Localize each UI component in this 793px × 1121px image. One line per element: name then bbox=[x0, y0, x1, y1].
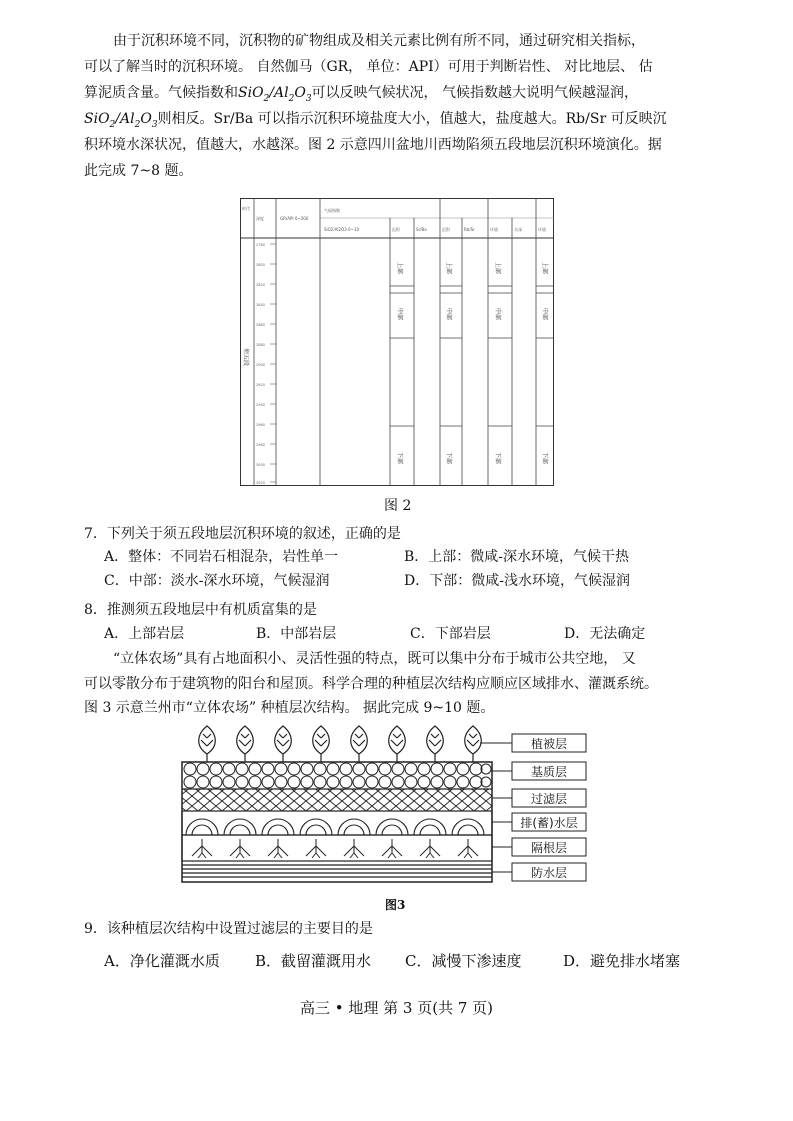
svg-text:深度: 深度 bbox=[256, 216, 264, 221]
part-label-lower-2: 下部 bbox=[445, 452, 452, 465]
svg-text:2800: 2800 bbox=[256, 263, 265, 267]
passage1-line2: 可以了解当时的沉积环境。 自然伽马（GR， 单位：API）可用于判断岩性、 对比地层、 估 bbox=[84, 59, 653, 75]
svg-text:水深: 水深 bbox=[514, 227, 522, 232]
svg-text:2920: 2920 bbox=[256, 383, 265, 387]
svg-text:环境: 环境 bbox=[538, 227, 546, 232]
formula-sio2-al2o3: $SiO_2/Al_2O_3$ bbox=[238, 85, 312, 104]
figure2-part-labels bbox=[396, 262, 549, 464]
layer-label-waterproof: 防水层 bbox=[530, 866, 568, 880]
part-label-upper-3: 上部 bbox=[494, 262, 501, 275]
q9-stem: 9．该种植层次结构中设置过滤层的主要目的是 bbox=[84, 921, 373, 937]
q8-option-c: C．下部岩层 bbox=[410, 626, 491, 642]
svg-text:2780: 2780 bbox=[256, 243, 265, 247]
part-label-middle-1: 中部 bbox=[396, 308, 403, 321]
passage2-line1: “立体农场”具有占地面积小、灵活性强的特点，既可以集中分布于城市公共空地， 又 bbox=[113, 651, 636, 667]
passage1-line1: 由于沉积环境不同，沉积物的矿物组成及相关元素比例有所不同，通过研究相关指标， bbox=[113, 33, 645, 49]
svg-text:3000: 3000 bbox=[256, 463, 265, 467]
passage1-line3: 算泥质含量。气候指数和$SiO_2/Al_2O_3$可以反映气候状况， 气候指数越大说明气候越湿润， bbox=[84, 85, 638, 104]
part-label-lower-1: 下部 bbox=[396, 452, 403, 465]
svg-text:时代: 时代 bbox=[242, 206, 250, 211]
svg-text:气候指数: 气候指数 bbox=[324, 208, 340, 213]
q7-option-b: B．上部：微咸-深水环境，气候干热 bbox=[404, 549, 630, 565]
svg-text:2980: 2980 bbox=[256, 443, 265, 447]
page-footer: 高三 • 地理 第 3 页(共 7 页) bbox=[299, 999, 494, 1017]
svg-text:2840: 2840 bbox=[256, 303, 265, 307]
part-label-middle-4: 中部 bbox=[541, 308, 548, 321]
part-label-middle-3: 中部 bbox=[494, 308, 501, 321]
part-label-upper-2: 上部 bbox=[445, 262, 452, 275]
formula-sio2-al2o3-2: $SiO_2/Al_2O_3$ bbox=[84, 111, 158, 130]
part-label-lower-4: 下部 bbox=[541, 452, 548, 465]
svg-text:2820: 2820 bbox=[256, 283, 265, 287]
leaf-icons bbox=[199, 726, 482, 762]
q7-option-d: D．下部：微咸-浅水环境，气候湿润 bbox=[404, 573, 630, 589]
q9-option-d: D．避免排水堵塞 bbox=[563, 952, 681, 970]
q9-option-a: A．净化灌溉水质 bbox=[104, 952, 220, 970]
part-label-middle-2: 中部 bbox=[445, 308, 452, 321]
q8-option-b: B．中部岩层 bbox=[256, 626, 337, 642]
layer-label-drainage: 排(蓄)水层 bbox=[520, 816, 578, 830]
svg-text:SiO2/Al2O3 0~10: SiO2/Al2O3 0~10 bbox=[324, 227, 360, 232]
layer-label-filter: 过滤层 bbox=[530, 792, 568, 806]
part-label-upper-1: 上部 bbox=[396, 262, 403, 275]
q8-stem: 8．推测须五段地层中有机质富集的是 bbox=[84, 602, 317, 618]
svg-text:环境: 环境 bbox=[490, 227, 498, 232]
figure2-diagram bbox=[240, 198, 554, 488]
part-label-lower-3: 下部 bbox=[494, 452, 501, 465]
q8-option-a: A．上部岩层 bbox=[104, 626, 185, 642]
layer-label-vegetation: 植被层 bbox=[530, 737, 568, 751]
figure3-caption: 图3 bbox=[385, 898, 406, 912]
q9-option-c: C．减慢下渗速度 bbox=[405, 952, 522, 970]
figure2-side-label: 须五段 bbox=[242, 348, 249, 367]
root-icons bbox=[192, 839, 478, 858]
passage2-line3: 图 3 示意兰州市“立体农场” 种植层次结构。 据此完成 9~10 题。 bbox=[84, 700, 495, 716]
passage1-line6: 此完成 7~8 题。 bbox=[84, 163, 193, 179]
svg-text:2880: 2880 bbox=[256, 343, 265, 347]
svg-text:GR/API 0~200: GR/API 0~200 bbox=[280, 216, 309, 221]
part-label-upper-4: 上部 bbox=[541, 262, 548, 275]
passage1-line4: $SiO_2/Al_2O_3$则相反。Sr/Ba 可以指示沉积环境盐度大小，值越大，盐度越大。Rb/Sr 可反映沉 bbox=[84, 111, 667, 130]
q7-option-c: C．中部：淡水-深水环境，气候湿润 bbox=[104, 573, 330, 589]
figure2-caption: 图 2 bbox=[384, 498, 412, 514]
svg-text:Sr/Ba: Sr/Ba bbox=[416, 227, 427, 232]
svg-text:2960: 2960 bbox=[256, 423, 265, 427]
q7-stem: 7．下列关于须五段地层沉积环境的叙述，正确的是 bbox=[84, 526, 401, 542]
layer-label-substrate: 基质层 bbox=[530, 765, 568, 779]
svg-text:3020: 3020 bbox=[256, 481, 265, 485]
svg-text:2860: 2860 bbox=[256, 323, 265, 327]
svg-text:沉积: 沉积 bbox=[442, 227, 450, 232]
svg-text:Rb/Sr: Rb/Sr bbox=[464, 227, 475, 232]
figure3-diagram bbox=[180, 716, 600, 892]
q8-option-d: D．无法确定 bbox=[564, 626, 646, 642]
svg-text:沉积: 沉积 bbox=[392, 227, 400, 232]
passage2-line2: 可以零散分布于建筑物的阳台和屋顶。科学合理的种植层次结构应顺应区域排水、灌溉系统。 bbox=[84, 676, 658, 692]
svg-text:2900: 2900 bbox=[256, 363, 265, 367]
q7-option-a: A．整体：不同岩石相混杂，岩性单一 bbox=[104, 549, 339, 565]
layer-label-root-barrier: 隔根层 bbox=[530, 841, 568, 855]
passage1-line5: 积环境水深状况，值越大，水越深。图 2 示意四川盆地川西坳陷须五段地层沉积环境演化。据 bbox=[84, 137, 662, 153]
q9-option-b: B．截留灌溉用水 bbox=[255, 952, 372, 970]
svg-text:2940: 2940 bbox=[256, 403, 265, 407]
